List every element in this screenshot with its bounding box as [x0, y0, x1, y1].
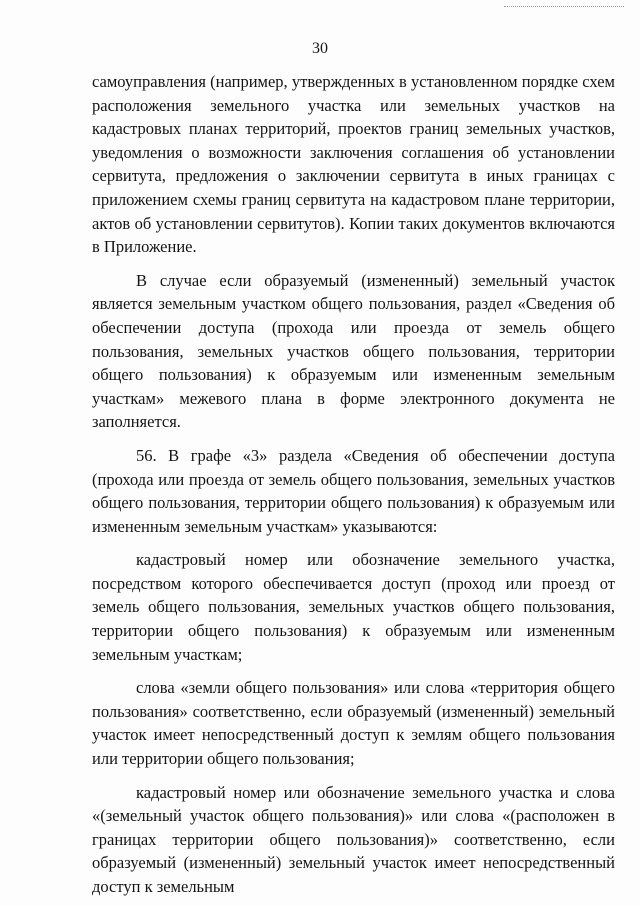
paragraph-item-56: 56. В графе «3» раздела «Сведения об обеспечении доступа (прохода или проезда от земель общего пользования, земельных участков общего пользования, территории общего пользования) к образуемым или измененным земельным участкам» указываются: [92, 445, 615, 536]
paragraph-cadastral-number: кадастровый номер или обозначение земельного участка, посредством которого обеспечивается доступ (проход или проезд от земель общего пользования, земельных участков общего пользования, территории общего пользования) к образуемым или измененным земельным участкам; [92, 550, 615, 664]
page-number: 30 [312, 40, 328, 57]
paragraph-continuation: самоуправления (например, утвержденных в установленном порядке схем расположения земельного участка или земельных участков на кадастровых планах территорий, проектов границ земельных участков, уведомления о возможности заключения соглашения об установлении сервитута, предложения о заключении сервитута в иных границах с приложением схемы границ сервитута на кадастровом плане территории, актов об установлении сервитутов). Копии таких документов включаются в Приложение. [92, 72, 615, 257]
paragraph-common-lands-words: слова «земли общего пользования» или слова «территория общего пользования» соответственно, если образуемый (измененный) земельный участок имеет непосредственный доступ к землям общего пользования или территории общего пользования; [92, 678, 615, 769]
document-body [92, 70, 615, 909]
paragraph-common-use-plot: В случае если образуемый (измененный) земельный участок является земельным участком общего пользования, раздел «Сведения об обеспечении доступа (прохода или проезда от земель общего пользования, земельных участков общего пользования, территории общего пользования) к образуемым или измененным земельным участкам» межевого плана в форме электронного документа не заполняется. [92, 270, 615, 432]
scan-artifact [504, 6, 624, 9]
paragraph-cadastral-number-and-words: кадастровый номер или обозначение земельного участка и слова «(земельный участок общего пользования)» или слова «(расположен в границах территории общего пользования)» соответственно, если образуемый (измененный) земельный участок имеет непосредственный доступ к земельным [92, 782, 615, 896]
